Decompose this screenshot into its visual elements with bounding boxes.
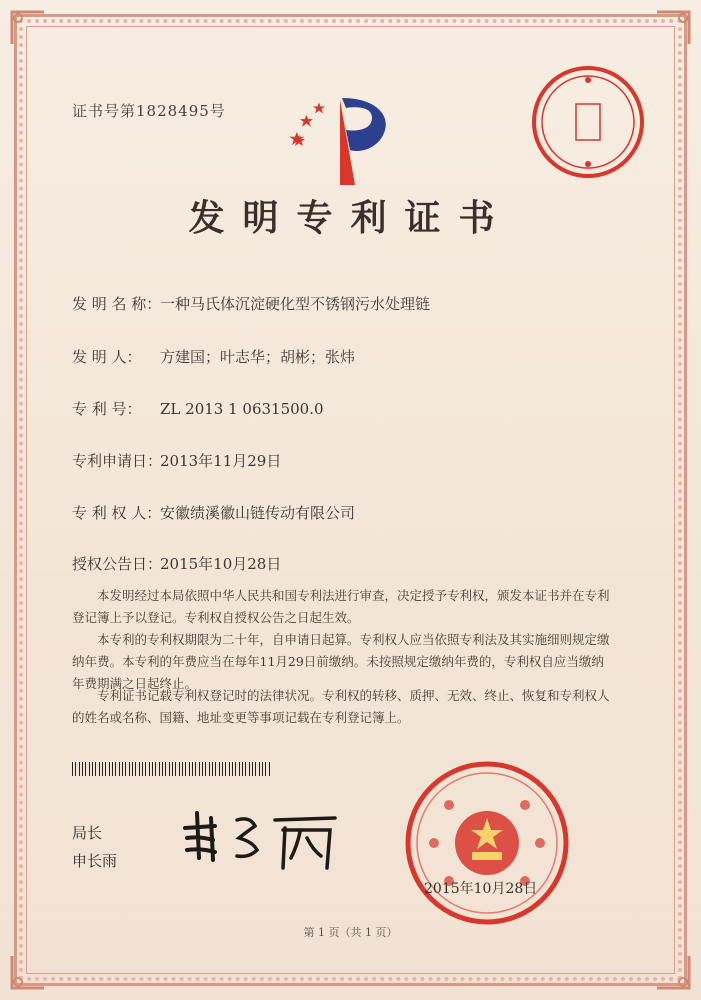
patent-number-field xyxy=(72,398,324,419)
corner-ornament-icon xyxy=(8,8,48,48)
invention-name-field xyxy=(72,293,430,314)
director-name: 申长雨 xyxy=(72,852,118,870)
field-value: 2013年11月29日 xyxy=(160,452,282,470)
authorization-seal-icon xyxy=(528,62,648,182)
grant-date-field xyxy=(72,553,281,574)
national-ip-administration-seal-icon xyxy=(404,760,570,926)
field-value: ZL 2013 1 0631500.0 xyxy=(160,400,324,418)
certificate-number: 证书号第1828495号 xyxy=(72,102,226,120)
patent-office-logo-icon xyxy=(280,90,410,190)
patentee-field xyxy=(72,502,355,523)
field-label: 发 明 名 称： xyxy=(72,295,162,313)
field-label: 专利申请日： xyxy=(72,452,163,470)
paragraph-review: 本发明经过本局依照中华人民共和国专利法进行审查，决定授予专利权，颁发本证书并在专利登记簿上予以登记。专利权自授权公告之日起生效。 xyxy=(72,588,610,625)
field-label: 授权公告日： xyxy=(72,555,163,573)
field-value: 2015年10月28日 xyxy=(160,555,282,573)
field-label: 专 利 权 人： xyxy=(72,504,162,522)
field-value: 一种马氏体沉淀硬化型不锈钢污水处理链 xyxy=(160,295,431,313)
director-title: 局长 xyxy=(72,824,103,842)
field-label: 专 利 号： xyxy=(72,400,142,418)
corner-ornament-icon xyxy=(8,952,48,992)
seal-date: 2015年10月28日 xyxy=(424,881,538,897)
certificate-title: 发明专利证书 xyxy=(188,197,513,239)
field-value: 安徽绩溪徽山链传动有限公司 xyxy=(160,504,356,522)
field-label: 发 明 人： xyxy=(72,348,142,366)
corner-ornament-icon xyxy=(653,8,693,48)
field-value: 方建国；叶志华；胡彬；张炜 xyxy=(160,348,356,366)
barcode xyxy=(72,762,272,776)
paragraph-legal-status: 专利证书记载专利权登记时的法律状况。专利权的转移、质押、无效、终止、恢复和专利权人的姓名或名称、国籍、地址变更等事项记载在专利登记簿上。 xyxy=(72,688,610,725)
corner-ornament-icon xyxy=(653,952,693,992)
application-date-field xyxy=(72,450,281,471)
paragraph-term: 本专利的专利权期限为二十年，自申请日起算。专利权人应当依照专利法及其实施细则规定缴纳年费。本专利的年费应当在每年11月29日前缴纳。未按照规定缴纳年费的，专利权自应当缴纳年费期满之日起终止。 xyxy=(72,632,610,691)
page-number: 第 1 页（共 1 页） xyxy=(303,926,398,939)
inventor-field xyxy=(72,346,355,367)
director-signature-icon xyxy=(175,798,345,878)
